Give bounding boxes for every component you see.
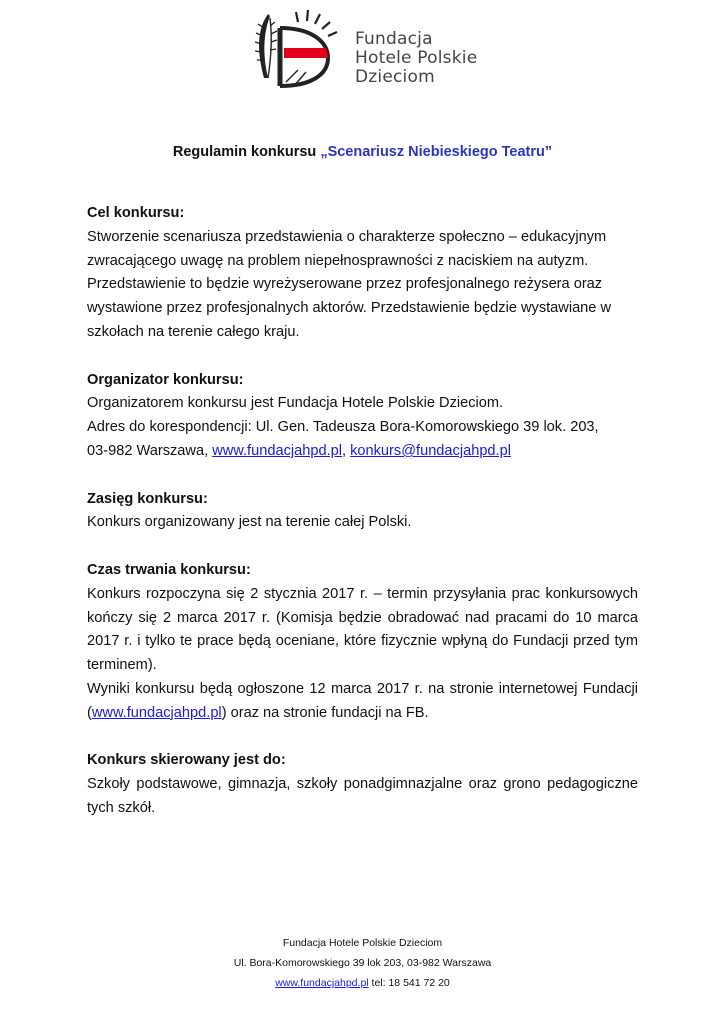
section-heading: Konkurs skierowany jest do: xyxy=(87,752,286,769)
section-heading: Czas trwania konkursu: xyxy=(87,561,251,578)
foundation-logo xyxy=(250,8,490,94)
city-text: 03-982 Warszawa, xyxy=(87,442,213,459)
logo-mark-icon xyxy=(250,8,350,94)
document-body xyxy=(87,202,638,845)
section-duration xyxy=(87,559,638,726)
website-link[interactable]: www.fundacjahpd.pl xyxy=(91,704,222,721)
email-link[interactable]: konkurs@fundacjahpd.pl xyxy=(350,442,511,459)
section-scope xyxy=(87,488,638,536)
section-organizer xyxy=(87,369,638,464)
website-link[interactable]: www.fundacjahpd.pl xyxy=(212,442,342,459)
separator: , xyxy=(342,442,351,459)
organizer-address: Adres do korespondencji: Ul. Gen. Tadeusza Bora-Komorowskiego 39 lok. 203, xyxy=(87,419,599,436)
footer-contact xyxy=(0,973,725,993)
page-footer xyxy=(0,933,725,993)
section-goal xyxy=(87,202,638,345)
document-title xyxy=(0,144,725,160)
organizer-name: Organizatorem konkursu jest Fundacja Hotele Polskie Dzieciom. xyxy=(87,395,504,412)
organizer-address-city xyxy=(87,440,638,464)
section-heading: Cel konkursu: xyxy=(87,205,185,221)
logo-line-1: Fundacja xyxy=(355,29,433,49)
logo-line-3: Dzieciom xyxy=(355,67,435,87)
results-suffix: ) oraz na stronie fundacji na FB. xyxy=(221,704,429,721)
section-heading: Zasięg konkursu: xyxy=(87,490,208,507)
section-text: Konkurs rozpoczyna się 2 stycznia 2017 r. – termin przysyłania prac konkursowych kończy się 2 marca 2017 r. (Komisja będzie obradować nad pracami do 10 marca 2017 r. i tylko te prace będą oceniane, które fizycznie wpłyną do Fundacji przed tym terminem). xyxy=(87,585,638,674)
logo-line-2: Hotele Polskie xyxy=(355,48,478,68)
footer-website-link[interactable]: www.fundacjahpd.pl xyxy=(275,977,369,989)
section-heading: Organizator konkursu: xyxy=(87,371,244,388)
footer-org-name: Fundacja Hotele Polskie Dzieciom xyxy=(282,937,443,949)
footer-phone: tel: 18 541 72 20 xyxy=(368,977,450,989)
results-text xyxy=(87,678,638,726)
footer-address: Ul. Bora-Komorowskiego 39 lok 203, 03-982 Warszawa xyxy=(233,957,492,969)
logo-wordmark xyxy=(355,30,477,87)
section-text: Stworzenie scenariusza przedstawienia o charakterze społeczno – edukacyjnym zwracającego uwagę na problem niepełnosprawności z naciskiem na autyzm. Przedstawienie to będzie wyreżyserowane przez profesjonalnego reżysera oraz wystawione przez profesjonalnych aktorów. Przedstawienie będzie wystawiane w szkołach na terenie całego kraju. xyxy=(87,228,612,340)
title-contest-name: „Scenariusz Niebieskiego Teatru” xyxy=(320,144,553,160)
title-prefix: Regulamin konkursu xyxy=(172,144,321,160)
results-prefix: Wyniki konkursu będą ogłoszone 12 marca 2017 r. na stronie internetowej Fundacji ( xyxy=(87,680,638,721)
section-audience xyxy=(87,749,638,820)
section-text: Konkurs organizowany jest na terenie całej Polski. xyxy=(87,514,412,531)
section-text: Szkoły podstawowe, gimnazja, szkoły ponadgimnazjalne oraz grono pedagogiczne tych szkół. xyxy=(87,776,638,816)
